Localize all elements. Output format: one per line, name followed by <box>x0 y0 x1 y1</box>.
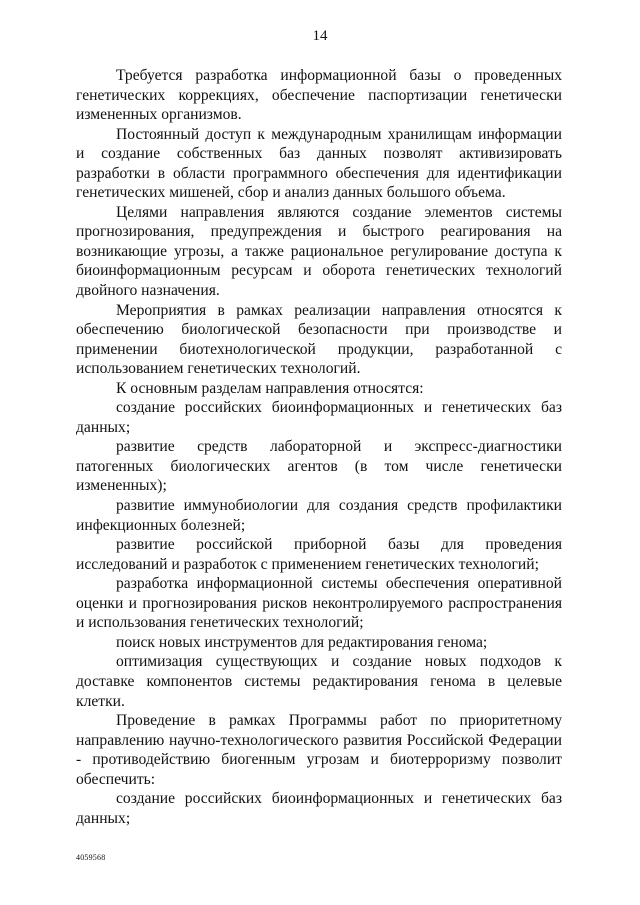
paragraph: Требуется разработка информационной базы о проведенных генетических коррекциях, обеспечение паспортизации генетически измененных организмов. <box>76 67 562 124</box>
list-item: развитие средств лабораторной и экспресс-диагностики патогенных биологических агентов (в том числе генетически измененных); <box>76 438 562 495</box>
page-number: 14 <box>312 28 328 44</box>
list-item: разработка информационной системы обеспечения оперативной оценки и прогнозирования рисков неконтролируемого распространения и использования генетических технологий; <box>76 575 562 632</box>
paragraph: Мероприятия в рамках реализации направления относятся к обеспечению биологической безопасности при производстве и применении биотехнологической продукции, разработанной с использованием генетических технологий. <box>76 301 562 378</box>
paragraph: К основным разделам направления относятся: <box>116 379 424 397</box>
paragraph: Постоянный доступ к международным хранилищам информации и создание собственных баз данных позволят активизировать разработки в области программного обеспечения для идентификации генетических мишеней, сбор и анализ данных большого объема. <box>76 125 562 202</box>
document-body <box>76 66 562 828</box>
list-item: поиск новых инструментов для редактирования генома; <box>116 633 488 651</box>
list-item: создание российских биоинформационных и генетических баз данных; <box>76 399 562 436</box>
paragraph: Целями направления являются создание элементов системы прогнозирования, предупреждения и быстрого реагирования на возникающие угрозы, а также рациональное регулирование доступа к биоинформационным ресурсам и оборота генетических технологий двойного назначения. <box>76 203 562 300</box>
footer-document-code: 4059568 <box>76 853 106 862</box>
paragraph: Проведение в рамках Программы работ по приоритетному направлению научно-технологического развития Российской Федерации - противодействию биогенным угрозам и биотерроризму позволит обеспечить: <box>76 712 562 788</box>
list-item: создание российских биоинформационных и генетических баз данных; <box>76 790 562 827</box>
list-item: оптимизация существующих и создание новых подходов к доставке компонентов системы редактирования генома в целевые клетки. <box>76 653 562 710</box>
list-item: развитие иммунобиологии для создания средств профилактики инфекционных болезней; <box>76 497 562 534</box>
list-item: развитие российской приборной базы для проведения исследований и разработок с применением генетических технологий; <box>76 536 562 573</box>
